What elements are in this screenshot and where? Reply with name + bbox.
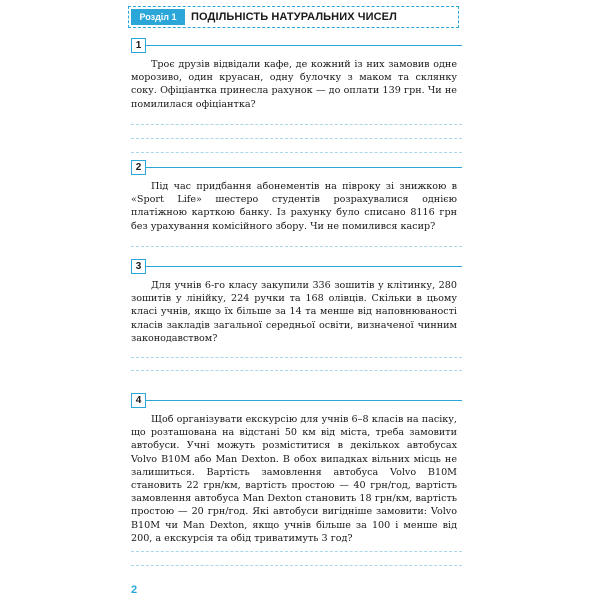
task-rule — [146, 167, 462, 168]
task-rule — [146, 400, 462, 401]
task-number: 1 — [131, 38, 146, 53]
task-rule — [146, 266, 462, 267]
task-text: Щоб організувати екскурсію для учнів 6–8 класів на пасіку, що розташована на відстані 50 км від міста, треба замовити автобуси. Учні можуть розміститися в декількох автобусах Volvo B10M або Man Dexton. В обох випадках вільних місць не залишиться. Вартість замовлення автобуса Volvo B10M становить 22 грн/км, вартість простою — 40 грн/год, вартість замовлення автобуса Man Dexton становить 18 грн/км, вартість простою — 20 грн/год. Які автобуси вигідніше замовити: Volvo B10M чи Man Dexton, якщо учнів більше за 100 і менше від 200, а екскурсія та обід триватимуть 3 год? — [131, 414, 457, 544]
task-text: Для учнів 6-го класу закупили 336 зошитів у клітинку, 280 зошитів у лінійку, 224 ручки та 168 олівців. Скільки в цьому класі учнів, якщо їх більше за 14 та менше від наповнюваності класів закладів загальної середньої освіти, визначеної чинним законодавством? — [131, 280, 457, 344]
section-title: ПОДІЛЬНІСТЬ НАТУРАЛЬНИХ ЧИСЕЛ — [191, 11, 397, 23]
answer-line[interactable] — [131, 370, 462, 371]
answer-line[interactable] — [131, 152, 462, 153]
answer-line[interactable] — [131, 246, 462, 247]
task-number: 3 — [131, 259, 146, 274]
answer-line[interactable] — [131, 124, 462, 125]
task-number: 2 — [131, 160, 146, 175]
task-rule — [146, 45, 462, 46]
answer-line[interactable] — [131, 565, 462, 566]
task-3 — [131, 259, 462, 384]
answer-line[interactable] — [131, 551, 462, 552]
page-number: 2 — [131, 584, 138, 596]
task-2 — [131, 160, 462, 255]
section-label: Розділ 1 — [131, 9, 185, 25]
task-4 — [131, 393, 462, 573]
answer-line[interactable] — [131, 357, 462, 358]
task-number: 4 — [131, 393, 146, 408]
task-1 — [131, 38, 462, 158]
task-text: Під час придбання абонементів на півроку зі знижкою в «Sport Life» шестеро студентів розрахувалися однією платіжною карткою банку. Із рахунку було списано 8116 грн без урахування комісійного збору. Чи не помилився касир? — [131, 181, 457, 232]
answer-line[interactable] — [131, 138, 462, 139]
task-text: Троє друзів відвідали кафе, де кожний із них замовив одне морозиво, один круасан, одну булочку з маком та склянку соку. Офіціантка принесла рахунок — до оплати 139 грн. Чи не помилилася офіціантка? — [131, 59, 457, 110]
